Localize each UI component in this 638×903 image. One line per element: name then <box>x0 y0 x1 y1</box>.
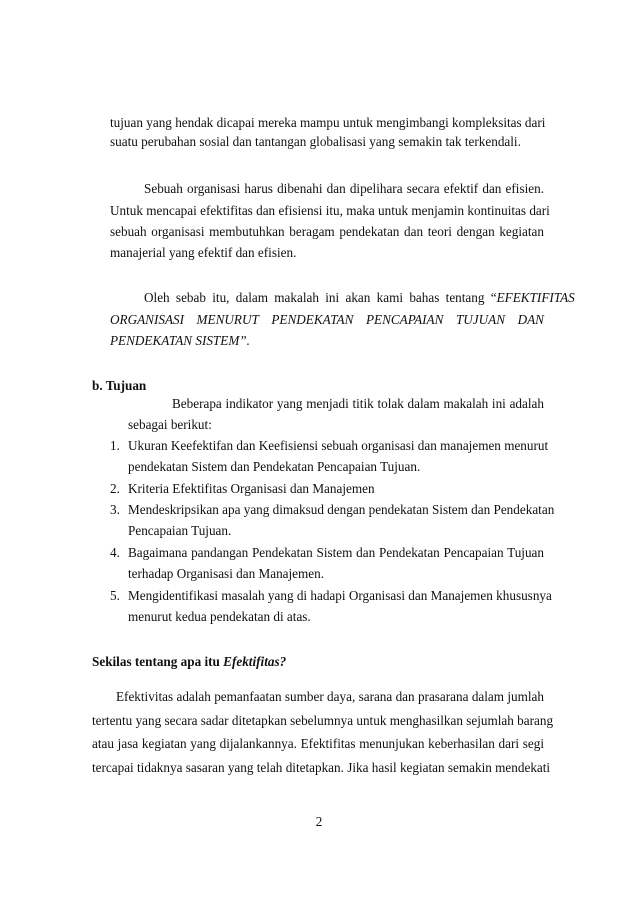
list-item-line1: Kriteria Efektifitas Organisasi dan Manajemen <box>128 481 375 496</box>
para3-word: TUJUAN <box>455 312 506 327</box>
list-item-number: 1. <box>110 438 120 453</box>
list-item-line1: Mendeskripsikan apa yang dimaksud dengan pendekatan Sistem dan Pendekatan <box>128 502 555 517</box>
para3-word: PENCAPAIAN <box>365 312 444 327</box>
para2-line4: manajerial yang efektif dan efisien. <box>110 245 297 260</box>
list-item-line1: Bagaimana pandangan Pendekatan Sistem dan Pendekatan Pencapaian Tujuan <box>128 545 544 560</box>
list-item-line1: Ukuran Keefektifan dan Keefisiensi sebuah organisasi dan manajemen menurut <box>128 438 549 453</box>
sekilas-line3: atau jasa kegiatan yang dijalankannya. Efektifitas menunjukan keberhasilan dari segi <box>92 736 544 751</box>
list-item-number: 5. <box>110 588 120 603</box>
sekilas-line2: tertentu yang secara sadar ditetapkan sebelumnya untuk menghasilkan sejumlah barang <box>92 713 554 728</box>
para2-line1: Sebuah organisasi harus dibenahi dan dipelihara secara efektif dan efisien. <box>144 181 544 196</box>
tujuan-intro-line1: Beberapa indikator yang menjadi titik tolak dalam makalah ini adalah <box>172 396 544 411</box>
para3-word: DAN <box>517 312 544 327</box>
sekilas-heading <box>92 653 286 670</box>
list-item-line2: pendekatan Sistem dan Pendekatan Pencapaian Tujuan. <box>128 459 421 474</box>
para3-word: ORGANISASI <box>110 312 184 327</box>
list-item-number: 4. <box>110 545 120 560</box>
sekilas-line4: tercapai tidaknya sasaran yang telah ditetapkan. Jika hasil kegiatan semakin mendekati <box>92 760 551 775</box>
para3-line3: PENDEKATAN SISTEM”. <box>110 333 250 348</box>
list-item-line2: Pencapaian Tujuan. <box>128 523 232 538</box>
list-item-number: 2. <box>110 481 120 496</box>
para3-line1-plain: Oleh sebab itu, dalam makalah ini akan kami bahas tentang “ <box>144 290 497 305</box>
para3-line2 <box>110 311 544 328</box>
para3-line1 <box>144 289 575 306</box>
sekilas-heading-italic: Efektifitas? <box>223 654 287 669</box>
para3-word: MENURUT <box>196 312 259 327</box>
para3-line1-italic: EFEKTIFITAS <box>496 290 575 305</box>
para1-line1: tujuan yang hendak dicapai mereka mampu untuk mengimbangi kompleksitas dari <box>110 115 546 130</box>
sekilas-line1: Efektivitas adalah pemanfaatan sumber daya, sarana dan prasarana dalam jumlah <box>116 689 544 704</box>
list-item-number: 3. <box>110 502 120 517</box>
list-item-line2: terhadap Organisasi dan Manajemen. <box>128 566 325 581</box>
para2-line2: Untuk mencapai efektifitas dan efisiensi itu, maka untuk menjamin kontinuitas dari <box>110 203 550 218</box>
sekilas-heading-plain: Sekilas tentang apa itu <box>92 654 224 669</box>
tujuan-heading: b. Tujuan <box>92 378 147 393</box>
para3-word: PENDEKATAN <box>271 312 354 327</box>
list-item-line1: Mengidentifikasi masalah yang di hadapi Organisasi dan Manajemen khususnya <box>128 588 552 603</box>
para1-line2: suatu perubahan sosial dan tantangan globalisasi yang semakin tak terkendali. <box>110 134 521 149</box>
page-number: 2 <box>315 814 323 829</box>
para2-line3: sebuah organisasi membutuhkan beragam pendekatan dan teori dengan kegiatan <box>110 224 544 239</box>
list-item-line2: menurut kedua pendekatan di atas. <box>128 609 311 624</box>
tujuan-intro-line2: sebagai berikut: <box>128 417 212 432</box>
